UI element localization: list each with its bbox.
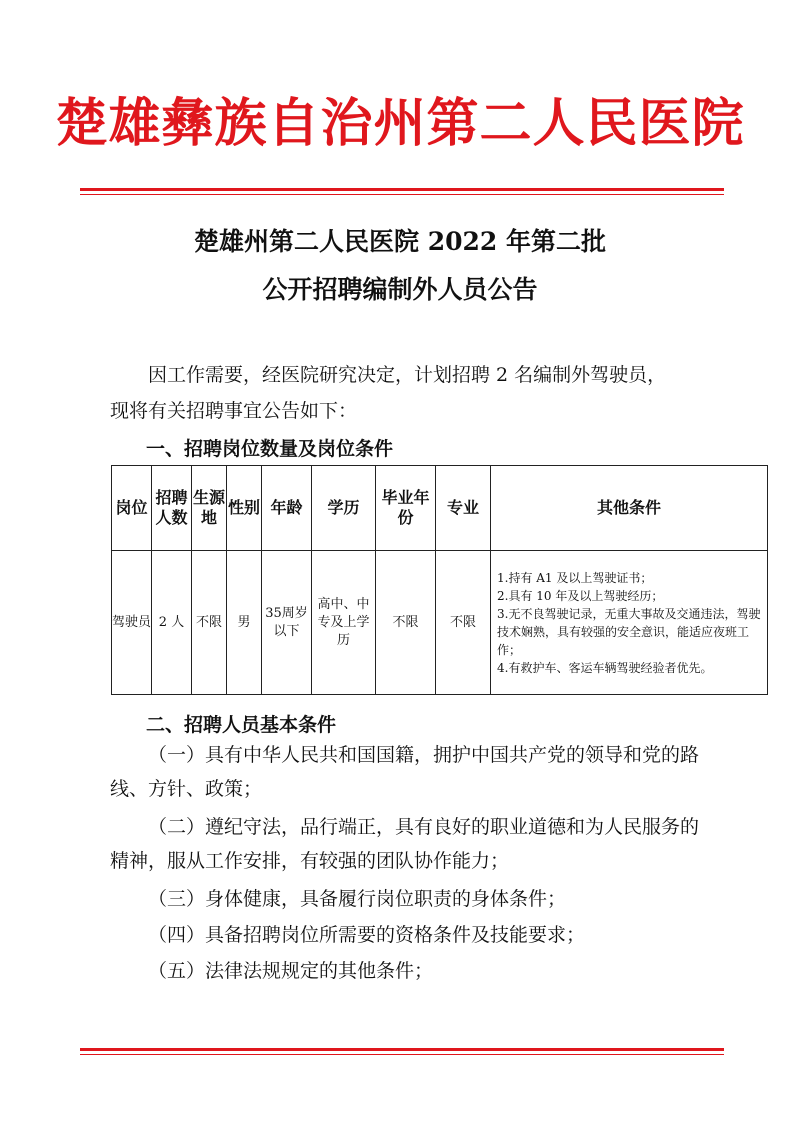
- footer-rule-thick: [80, 1048, 724, 1051]
- cell-major: 不限: [436, 551, 491, 695]
- section2-heading: 二、招聘人员基本条件: [146, 714, 337, 736]
- header-other: 其他条件: [491, 466, 768, 551]
- header-age: 年龄: [262, 466, 312, 551]
- condition-paragraph-5: （五）法律法规规定的其他条件；: [148, 960, 434, 982]
- header-origin: 生源地: [192, 466, 227, 551]
- table-header-row: [112, 466, 768, 551]
- header-rule-thick: [80, 188, 724, 191]
- header-major: 专业: [436, 466, 491, 551]
- cell-education: 高中、中专及上学历: [312, 551, 376, 695]
- header-education: 学历: [312, 466, 376, 551]
- header-gender: 性别: [227, 466, 262, 551]
- condition-paragraph-1: （一）具有中华人民共和国国籍，拥护中国共产党的领导和党的路线、方针、政策；: [110, 744, 700, 800]
- condition-item: 2.具有 10 年及以上驾驶经历；: [497, 588, 664, 603]
- header-count: 招聘人数: [152, 466, 192, 551]
- document-title-line2: 公开招聘编制外人员公告: [262, 275, 538, 304]
- condition-paragraph-4: （四）具备招聘岗位所需要的资格条件及技能要求；: [148, 924, 586, 946]
- cell-count: 2 人: [152, 551, 192, 695]
- cell-origin: 不限: [192, 551, 227, 695]
- condition-item: 4.有救护车、客运车辆驾驶经验者优先。: [497, 660, 713, 675]
- cell-grad-year: 不限: [376, 551, 436, 695]
- table-row: [112, 551, 768, 695]
- cell-position: 驾驶员: [112, 551, 152, 695]
- condition-paragraph-2: （二）遵纪守法，品行端正，具有良好的职业道德和为人民服务的精神，服从工作安排，有较强的团队协作能力；: [110, 816, 700, 872]
- intro-line1: 因工作需要，经医院研究决定，计划招聘 2 名编制外驾驶员，: [148, 364, 667, 386]
- condition-item: 3.无不良驾驶记录，无重大事故及交通违法，驾驶技术娴熟，具有较强的安全意识，能适应夜班工作；: [497, 606, 761, 657]
- section1-heading: 一、招聘岗位数量及岗位条件: [146, 438, 394, 460]
- header-rule-thin: [80, 194, 724, 195]
- header-grad-year: 毕业年份: [376, 466, 436, 551]
- intro-line2: 现将有关招聘事宜公告如下：: [110, 400, 358, 422]
- cell-gender: 男: [227, 551, 262, 695]
- cell-conditions: [491, 551, 768, 695]
- header-org-name: 楚雄彝族自治州第二人民医院: [55, 93, 745, 154]
- condition-item: 1.持有 A1 及以上驾驶证书；: [497, 570, 653, 585]
- condition-paragraph-3: （三）身体健康，具备履行岗位职责的身体条件；: [148, 888, 567, 910]
- job-table: [111, 465, 768, 695]
- footer-rule-thin: [80, 1054, 724, 1055]
- header-position: 岗位: [112, 466, 152, 551]
- cell-age: 35周岁以下: [262, 551, 312, 695]
- document-title-line1: 楚雄州第二人民医院 2022 年第二批: [194, 227, 606, 256]
